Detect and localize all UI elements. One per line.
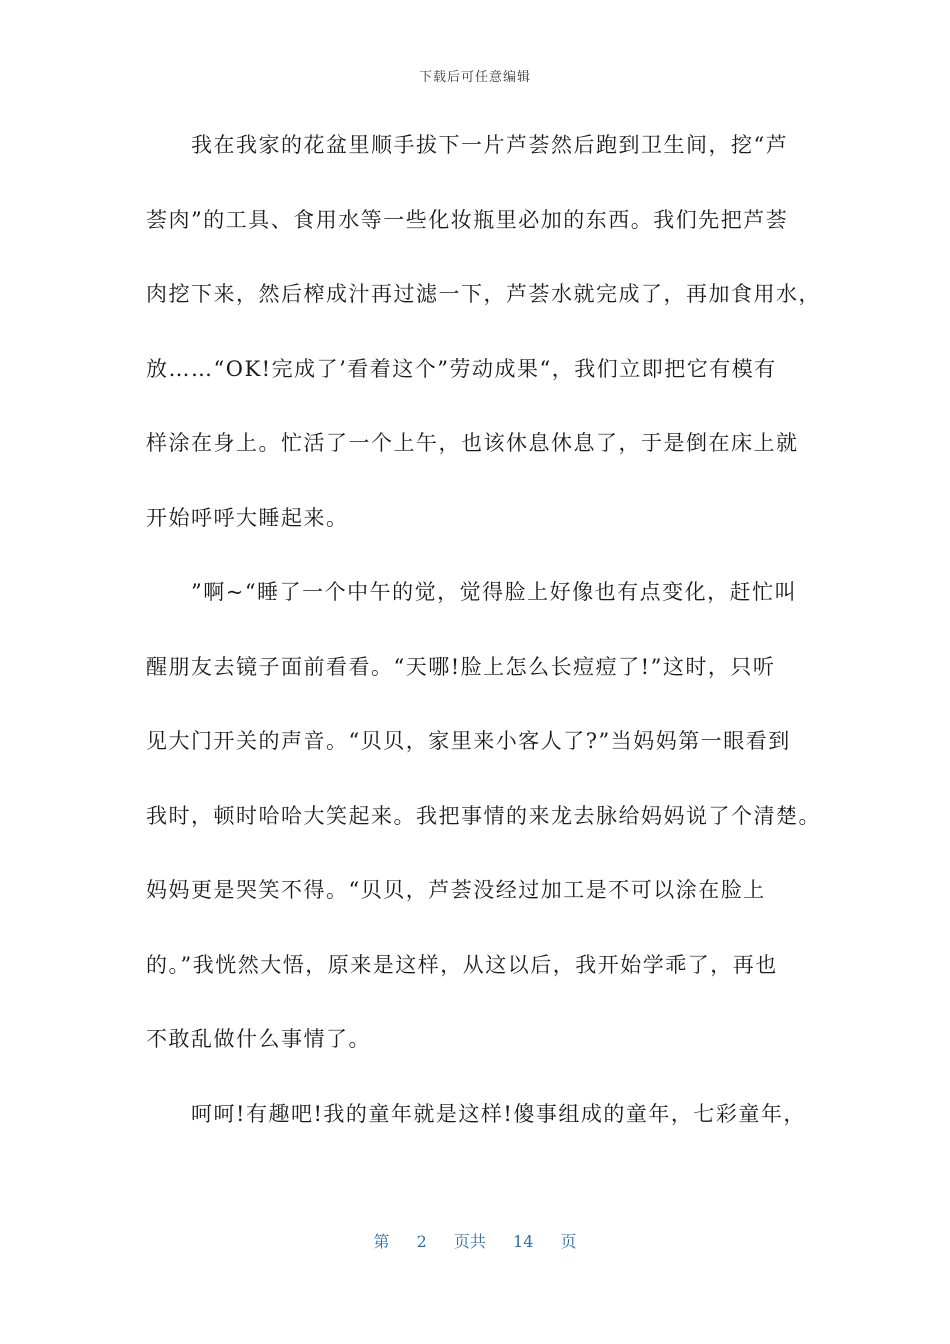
text-line: 妈妈更是哭笑不得。“贝贝，芦荟没经过加工是不可以涂在脸上: [146, 878, 766, 902]
paragraph-3: [146, 1094, 814, 1169]
page-footer: [0, 1229, 950, 1252]
text-line: 荟肉”的工具、食用水等一些化妆瓶里必加的东西。我们先把芦荟: [146, 207, 789, 232]
text-line: 呵呵!有趣吧!我的童年就是这样!傻事组成的童年，七彩童年，: [191, 1101, 806, 1126]
paragraph-2: [146, 572, 821, 1094]
text-line: 的。”我恍然大悟，原来是这样，从这以后，我开始学乖了，再也: [146, 952, 778, 977]
paragraph-1: [146, 125, 821, 572]
page-current: 2: [416, 1232, 427, 1251]
text-line: 我在我家的花盆里顺手拔下一片芦荟然后跑到卫生间，挖“芦: [191, 133, 789, 157]
text-line: 醒朋友去镜子面前看看。“天哪!脸上怎么长痘痘了!”这时，只听: [146, 654, 776, 679]
text-line: 见大门开关的声音。“贝贝，家里来小客人了?”当妈妈第一眼看到: [146, 729, 791, 753]
text-line: 样涂在身上。忙活了一个上午，也该休息休息了，于是倒在床上就: [146, 431, 799, 455]
page-suffix: 页: [560, 1232, 577, 1251]
page-total: 14: [513, 1232, 534, 1251]
page-mid: 页共: [453, 1232, 486, 1251]
page-prefix: 第: [373, 1232, 390, 1251]
text-line: ”啊~“睡了一个中午的觉，觉得脸上好像也有点变化，赶忙叫: [191, 580, 798, 604]
document-body: [146, 125, 821, 1168]
text-line: 我时，顿时哈哈大笑起来。我把事情的来龙去脉给妈妈说了个清楚。: [146, 803, 821, 828]
text-line: 放……“OK!完成了’看着这个”劳动成果“，我们立即把它有模有: [146, 356, 777, 381]
text-line: 肉挖下来，然后榨成汁再过滤一下，芦荟水就完成了，再加食用水，: [146, 282, 821, 306]
text-line: 不敢乱做什么事情了。: [146, 1027, 371, 1051]
page-header: 下载后可任意编辑: [418, 70, 531, 85]
text-line: 开始呼呼大睡起来。: [146, 505, 349, 530]
